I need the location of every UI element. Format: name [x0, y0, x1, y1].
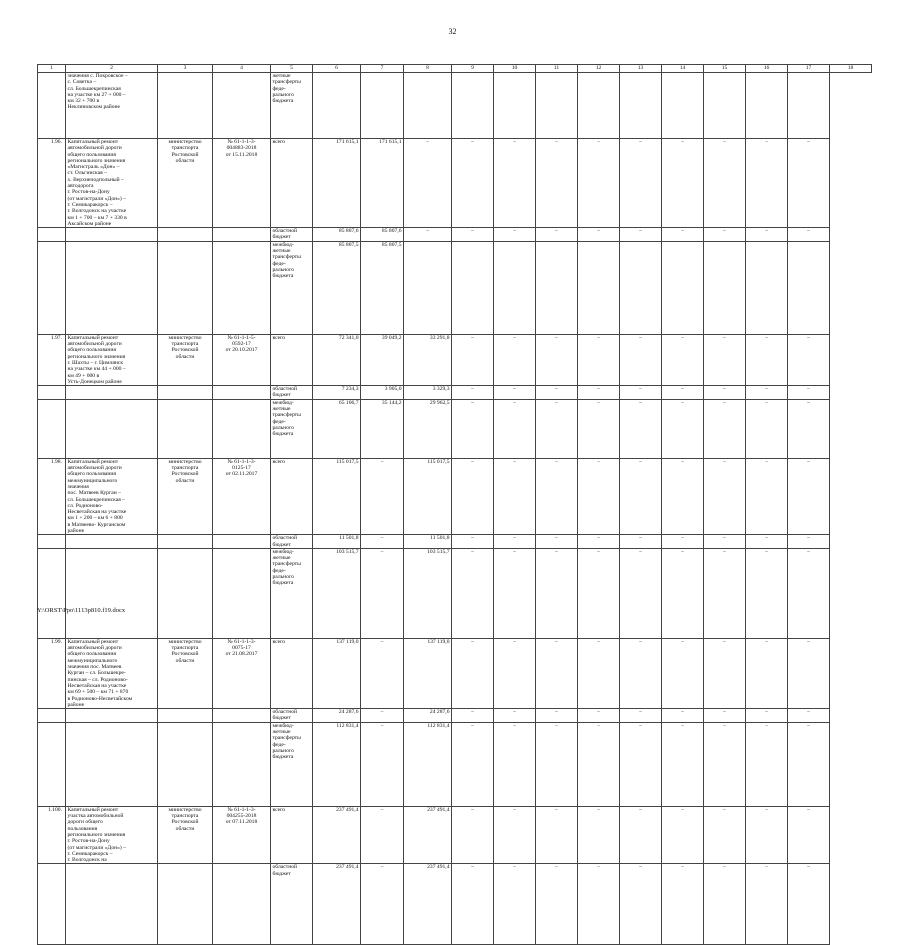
amount-cell: 7 234,3 — [313, 386, 361, 400]
amount-cell: – — [452, 228, 494, 242]
customer-cell — [158, 722, 213, 806]
customer-cell — [158, 864, 213, 945]
amount-cell: – — [494, 458, 536, 535]
amount-cell: – — [620, 334, 662, 385]
table-row — [38, 638, 872, 708]
table-row — [38, 386, 872, 400]
header-cell: 18 — [830, 65, 872, 73]
amount-cell: – — [536, 806, 578, 864]
amount-cell: – — [662, 806, 704, 864]
table-row — [38, 139, 872, 228]
header-cell: 7 — [361, 65, 404, 73]
amount-cell: – — [788, 458, 830, 535]
expertise-cell — [213, 73, 271, 139]
amount-cell: – — [578, 386, 620, 400]
header-cell: 12 — [578, 65, 620, 73]
object-name-cell — [66, 241, 158, 334]
amount-cell: – — [404, 228, 452, 242]
amount-cell: – — [704, 228, 746, 242]
amount-cell: – — [361, 709, 404, 723]
amount-cell — [704, 73, 746, 139]
amount-cell: – — [788, 548, 830, 638]
header-cell: 17 — [788, 65, 830, 73]
amount-cell — [662, 241, 704, 334]
customer-cell — [158, 73, 213, 139]
amount-cell: – — [620, 399, 662, 458]
object-name-cell: Капитальный ремонт автомобильной дороги общего пользования регионального значения «Магистраль «Дон» – ст. Ольгинская – х. Верхнеподпольный – автодорога г. Ростов-на-Дону (от магистрали «Дон») – г. Семикаракорск – г. Волгодонск на участке км 1 + 700 – км 7 + 330 в Аксайском районе — [66, 139, 158, 228]
funding-source-cell: межбюд- жетные трансферты феде- рального бюджета — [271, 722, 313, 806]
amount-cell: 171 615,1 — [313, 139, 361, 228]
budget-table — [37, 64, 872, 945]
expertise-cell — [213, 864, 271, 945]
amount-cell: – — [788, 228, 830, 242]
amount-cell: 137 119,0 — [313, 638, 361, 708]
amount-cell: – — [452, 139, 494, 228]
amount-cell: – — [746, 458, 788, 535]
funding-source-cell: областной бюджет — [271, 535, 313, 549]
table-row — [38, 228, 872, 242]
expertise-cell: № 61-1-1-3- 004255-2018 от 07.11.2018 — [213, 806, 271, 864]
row-number-cell — [38, 722, 66, 806]
table-row — [38, 535, 872, 549]
amount-cell: – — [494, 535, 536, 549]
amount-cell: – — [494, 864, 536, 945]
funding-source-cell: всего — [271, 806, 313, 864]
amount-cell: – — [494, 806, 536, 864]
expertise-cell — [213, 548, 271, 638]
amount-cell: – — [578, 399, 620, 458]
amount-cell: – — [746, 638, 788, 708]
object-name-cell — [66, 386, 158, 400]
amount-cell: – — [620, 709, 662, 723]
header-cell: 16 — [746, 65, 788, 73]
amount-cell: – — [704, 722, 746, 806]
amount-cell: – — [620, 139, 662, 228]
customer-cell — [158, 535, 213, 549]
header-cell: 1 — [38, 65, 66, 73]
amount-cell: 85 807,5 — [313, 241, 361, 334]
header-cell: 11 — [536, 65, 578, 73]
amount-cell: 85 807,5 — [361, 241, 404, 334]
amount-cell: 11 501,8 — [313, 535, 361, 549]
object-name-cell: Капитальный ремонт автомобильной дороги общего пользования регионального значения г. Шахты – г. Цимлянск на участке км 44 + 000 – км 49 + 000 в Усть-Донецком районе — [66, 334, 158, 385]
amount-cell: – — [746, 386, 788, 400]
amount-cell: – — [361, 638, 404, 708]
table-row — [38, 806, 872, 864]
amount-cell: – — [788, 709, 830, 723]
amount-cell: – — [361, 535, 404, 549]
amount-cell: – — [494, 709, 536, 723]
object-name-cell — [66, 722, 158, 806]
amount-cell: – — [361, 548, 404, 638]
header-cell: 3 — [158, 65, 213, 73]
amount-cell: – — [361, 458, 404, 535]
amount-cell: – — [788, 399, 830, 458]
amount-cell: – — [578, 709, 620, 723]
amount-cell — [788, 73, 830, 139]
funding-source-cell: областной бюджет — [271, 386, 313, 400]
file-path-footer: Y:\ORST\Ppo\1113p810.f19.docx — [37, 607, 126, 614]
amount-cell: – — [704, 139, 746, 228]
amount-cell: – — [788, 334, 830, 385]
funding-source-cell: межбюд- жетные трансферты феде- рального бюджета — [271, 548, 313, 638]
row-number-cell: 1.100. — [38, 806, 66, 864]
amount-cell — [578, 241, 620, 334]
amount-cell: – — [578, 458, 620, 535]
header-cell: 8 — [404, 65, 452, 73]
amount-cell: 112 831,4 — [313, 722, 361, 806]
amount-cell — [452, 241, 494, 334]
amount-cell: – — [536, 458, 578, 535]
amount-cell: – — [788, 386, 830, 400]
amount-cell — [494, 241, 536, 334]
expertise-cell — [213, 241, 271, 334]
amount-cell: 11 501,8 — [404, 535, 452, 549]
amount-cell: – — [662, 864, 704, 945]
amount-cell — [620, 241, 662, 334]
amount-cell: – — [746, 535, 788, 549]
amount-cell: – — [452, 638, 494, 708]
object-name-cell: Капитальный ремонт автомобильной дороги общего пользования межмуниципального значения пос. Матвеев Курган – сл. Большекре- пинская – сл. Родионово- Несветайская на участке км 69 + 500 – км 71 + 870 в Родионово-Несветайском районе — [66, 638, 158, 708]
amount-cell: – — [620, 806, 662, 864]
amount-cell: – — [788, 806, 830, 864]
amount-cell: – — [452, 709, 494, 723]
amount-cell: – — [704, 709, 746, 723]
row-number-cell: 1.99. — [38, 638, 66, 708]
amount-cell: – — [620, 228, 662, 242]
amount-cell: – — [704, 864, 746, 945]
amount-cell: 29 962,5 — [404, 399, 452, 458]
amount-cell: 115 017,5 — [313, 458, 361, 535]
amount-cell — [404, 241, 452, 334]
funding-source-cell: всего — [271, 638, 313, 708]
amount-cell — [662, 73, 704, 139]
customer-cell: министерство транспорта Ростовской области — [158, 458, 213, 535]
object-name-cell: Капитальный ремонт участка автомобильной дороги общего пользования регионального значения г. Ростов-на-Дону (от магистрали «Дон») – г. Семикаракорск – г. Волгодонск на — [66, 806, 158, 864]
amount-cell: – — [536, 548, 578, 638]
amount-cell: – — [578, 228, 620, 242]
funding-source-cell: межбюд- жетные трансферты феде- рального бюджета — [271, 241, 313, 334]
amount-cell: 24 287,6 — [313, 709, 361, 723]
table-row — [38, 334, 872, 385]
table-row — [38, 399, 872, 458]
header-cell: 13 — [620, 65, 662, 73]
amount-cell: – — [746, 864, 788, 945]
amount-cell — [578, 73, 620, 139]
amount-cell: – — [704, 399, 746, 458]
row-number-cell — [38, 399, 66, 458]
customer-cell: министерство транспорта Ростовской области — [158, 334, 213, 385]
amount-cell: – — [746, 722, 788, 806]
amount-cell: 85 807,6 — [361, 228, 404, 242]
amount-cell: – — [578, 638, 620, 708]
amount-cell: – — [536, 638, 578, 708]
amount-cell: – — [452, 399, 494, 458]
amount-cell: – — [662, 458, 704, 535]
row-number-cell — [38, 548, 66, 638]
funding-source-cell: всего — [271, 334, 313, 385]
header-cell: 2 — [66, 65, 158, 73]
row-number-cell — [38, 228, 66, 242]
funding-source-cell: всего — [271, 458, 313, 535]
customer-cell — [158, 228, 213, 242]
row-number-cell: 1.96. — [38, 139, 66, 228]
amount-cell: – — [788, 864, 830, 945]
amount-cell: 24 287,6 — [404, 709, 452, 723]
amount-cell: – — [746, 548, 788, 638]
amount-cell: – — [746, 139, 788, 228]
header-row — [38, 65, 872, 73]
amount-cell: 237 491,4 — [313, 806, 361, 864]
amount-cell — [746, 241, 788, 334]
amount-cell — [452, 73, 494, 139]
expertise-cell — [213, 399, 271, 458]
amount-cell: – — [662, 709, 704, 723]
expertise-cell — [213, 709, 271, 723]
expertise-cell: № 61-1-1-3- 0075-17 от 21.08.2017 — [213, 638, 271, 708]
amount-cell: – — [494, 638, 536, 708]
amount-cell: 237 491,4 — [404, 806, 452, 864]
amount-cell: – — [746, 806, 788, 864]
amount-cell: 33 291,8 — [404, 334, 452, 385]
amount-cell: – — [536, 139, 578, 228]
table-row — [38, 548, 872, 638]
customer-cell: министерство транспорта Ростовской области — [158, 139, 213, 228]
amount-cell — [536, 73, 578, 139]
amount-cell: – — [452, 535, 494, 549]
header-cell: 10 — [494, 65, 536, 73]
amount-cell: – — [404, 139, 452, 228]
customer-cell — [158, 709, 213, 723]
row-number-cell — [38, 864, 66, 945]
amount-cell: 115 017,5 — [404, 458, 452, 535]
amount-cell: – — [620, 535, 662, 549]
row-number-cell: 1.98. — [38, 458, 66, 535]
amount-cell: – — [662, 638, 704, 708]
expertise-cell — [213, 386, 271, 400]
amount-cell: – — [746, 334, 788, 385]
amount-cell: – — [620, 386, 662, 400]
amount-cell: 85 807,6 — [313, 228, 361, 242]
amount-cell: – — [788, 139, 830, 228]
amount-cell: – — [361, 806, 404, 864]
customer-cell — [158, 399, 213, 458]
amount-cell — [404, 73, 452, 139]
funding-source-cell: межбюд- жетные трансферты феде- рального бюджета — [271, 399, 313, 458]
row-number-cell — [38, 386, 66, 400]
amount-cell: – — [620, 638, 662, 708]
customer-cell — [158, 548, 213, 638]
header-cell: 9 — [452, 65, 494, 73]
amount-cell: – — [704, 458, 746, 535]
amount-cell: – — [578, 139, 620, 228]
page-number: 32 — [448, 27, 457, 36]
customer-cell — [158, 241, 213, 334]
amount-cell: – — [536, 864, 578, 945]
amount-cell: 35 144,2 — [361, 399, 404, 458]
table-row — [38, 709, 872, 723]
amount-cell: 3 329,3 — [404, 386, 452, 400]
amount-cell: – — [788, 535, 830, 549]
object-name-cell: значения с. Покровское – с. Советка – сл. Большекрепинская на участке км 27 + 000 – км 32 + 700 в Неклиновском районе — [66, 73, 158, 139]
amount-cell — [788, 241, 830, 334]
table-row — [38, 864, 872, 945]
expertise-cell — [213, 535, 271, 549]
amount-cell: – — [620, 548, 662, 638]
amount-cell: – — [746, 709, 788, 723]
amount-cell: 39 049,2 — [361, 334, 404, 385]
table-row — [38, 73, 872, 139]
amount-cell: – — [620, 458, 662, 535]
amount-cell: – — [788, 638, 830, 708]
row-number-cell — [38, 535, 66, 549]
amount-cell: – — [494, 548, 536, 638]
funding-source-cell: областной бюджет — [271, 709, 313, 723]
row-number-cell — [38, 241, 66, 334]
object-name-cell: Капитальный ремонт автомобильной дороги общего пользования межмуниципального значения пос. Матвеев Курган – сл. Большекрепинская – сл. Родионово- Несветайская на участке км 1 + 200 – км 6 + 800 в Матвеево- Курганском районе — [66, 458, 158, 535]
amount-cell: – — [662, 228, 704, 242]
amount-cell: – — [704, 535, 746, 549]
amount-cell — [313, 73, 361, 139]
customer-cell: министерство транспорта Ростовской области — [158, 638, 213, 708]
expertise-cell: № 61-1-1-3- 0125-17 от 02.11.2017 — [213, 458, 271, 535]
amount-cell: – — [536, 386, 578, 400]
amount-cell: – — [536, 535, 578, 549]
row-number-cell: 1.97. — [38, 334, 66, 385]
amount-cell: – — [536, 709, 578, 723]
table-row — [38, 241, 872, 334]
amount-cell: – — [620, 722, 662, 806]
row-number-cell — [38, 709, 66, 723]
amount-cell: – — [662, 548, 704, 638]
amount-cell: 237 491,4 — [313, 864, 361, 945]
expertise-cell — [213, 722, 271, 806]
table-row — [38, 722, 872, 806]
amount-cell: – — [361, 722, 404, 806]
expertise-cell: № 61-1-1-5- 0592-17 от 20.10.2017 — [213, 334, 271, 385]
amount-cell: – — [704, 638, 746, 708]
amount-cell: – — [578, 864, 620, 945]
amount-cell: – — [662, 139, 704, 228]
amount-cell: – — [578, 806, 620, 864]
amount-cell: – — [452, 548, 494, 638]
amount-cell: – — [494, 722, 536, 806]
amount-cell: 103 515,7 — [404, 548, 452, 638]
amount-cell: 112 831,4 — [404, 722, 452, 806]
funding-source-cell: всего — [271, 139, 313, 228]
amount-cell: – — [620, 864, 662, 945]
amount-cell — [494, 73, 536, 139]
amount-cell: – — [452, 864, 494, 945]
object-name-cell — [66, 548, 158, 638]
amount-cell: – — [536, 722, 578, 806]
object-name-cell — [66, 535, 158, 549]
amount-cell — [746, 73, 788, 139]
header-cell: 14 — [662, 65, 704, 73]
amount-cell: – — [452, 722, 494, 806]
amount-cell: – — [662, 722, 704, 806]
amount-cell: – — [361, 864, 404, 945]
expertise-cell: № 61-1-1-3- 004883-2018 от 15.11.2018 — [213, 139, 271, 228]
amount-cell: – — [746, 399, 788, 458]
amount-cell: – — [662, 399, 704, 458]
amount-cell: – — [536, 228, 578, 242]
customer-cell — [158, 386, 213, 400]
amount-cell: – — [452, 806, 494, 864]
object-name-cell — [66, 709, 158, 723]
amount-cell: – — [578, 548, 620, 638]
funding-source-cell: областной бюджет — [271, 228, 313, 242]
amount-cell — [704, 241, 746, 334]
amount-cell: – — [494, 139, 536, 228]
amount-cell: – — [494, 334, 536, 385]
amount-cell: – — [704, 548, 746, 638]
funding-source-cell: областной бюджет — [271, 864, 313, 945]
amount-cell: – — [536, 334, 578, 385]
funding-source-cell: жетные трансферты феде- рального бюджета — [271, 73, 313, 139]
amount-cell: – — [452, 386, 494, 400]
amount-cell: – — [494, 228, 536, 242]
amount-cell: 137 119,0 — [404, 638, 452, 708]
header-cell: 6 — [313, 65, 361, 73]
expertise-cell — [213, 228, 271, 242]
amount-cell: – — [662, 535, 704, 549]
amount-cell: 72 341,0 — [313, 334, 361, 385]
amount-cell: – — [536, 399, 578, 458]
amount-cell: – — [578, 334, 620, 385]
customer-cell: министерство транспорта Ростовской области — [158, 806, 213, 864]
amount-cell: – — [704, 806, 746, 864]
amount-cell: – — [704, 386, 746, 400]
amount-cell: 171 615,1 — [361, 139, 404, 228]
amount-cell: – — [578, 535, 620, 549]
amount-cell: – — [746, 228, 788, 242]
row-number-cell — [38, 73, 66, 139]
amount-cell: 65 106,7 — [313, 399, 361, 458]
object-name-cell — [66, 399, 158, 458]
amount-cell: – — [578, 722, 620, 806]
amount-cell: – — [452, 458, 494, 535]
amount-cell — [620, 73, 662, 139]
header-cell: 4 — [213, 65, 271, 73]
object-name-cell — [66, 864, 158, 945]
amount-cell: – — [494, 386, 536, 400]
amount-cell: – — [788, 722, 830, 806]
amount-cell: – — [662, 334, 704, 385]
table-row — [38, 458, 872, 535]
amount-cell: – — [704, 334, 746, 385]
amount-cell: 237 491,4 — [404, 864, 452, 945]
amount-cell: 3 905,0 — [361, 386, 404, 400]
amount-cell: 103 515,7 — [313, 548, 361, 638]
header-cell: 5 — [271, 65, 313, 73]
amount-cell — [361, 73, 404, 139]
object-name-cell — [66, 228, 158, 242]
amount-cell: – — [452, 334, 494, 385]
amount-cell: – — [662, 386, 704, 400]
header-cell: 15 — [704, 65, 746, 73]
amount-cell: – — [494, 399, 536, 458]
amount-cell — [536, 241, 578, 334]
